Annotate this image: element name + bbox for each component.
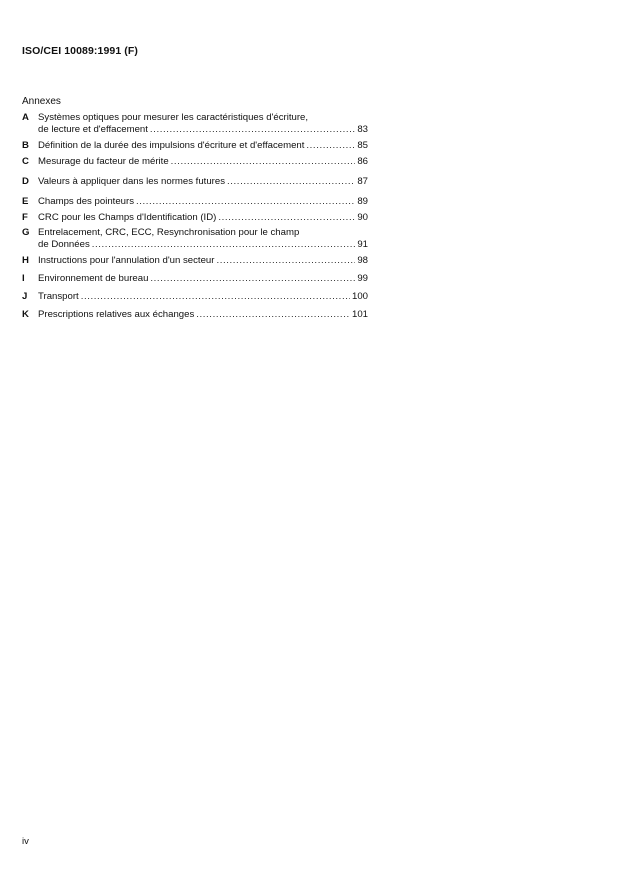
- toc-entry: [22, 112, 368, 136]
- toc-entry: [22, 140, 368, 152]
- toc-entry-leader-line: [38, 239, 368, 251]
- toc-entry-title: Valeurs à appliquer dans les normes futures: [38, 176, 226, 187]
- toc-annex-letter: G: [22, 227, 30, 238]
- toc-entry: [22, 309, 368, 321]
- toc-entry-body: [38, 156, 368, 168]
- toc-annex-letter: D: [22, 176, 29, 187]
- toc-entry: [22, 273, 368, 285]
- toc-entry: [22, 212, 368, 224]
- toc-annex-letter: A: [22, 112, 29, 123]
- toc-annex-letter: C: [22, 156, 29, 167]
- toc-page-number: 87: [357, 176, 368, 187]
- toc-entry-leader-line: [38, 176, 368, 188]
- toc-entry-body: [38, 112, 368, 136]
- toc-entry: [22, 196, 368, 208]
- toc-entry-title: Mesurage du facteur de mérite: [38, 156, 169, 167]
- toc-entry-body: [38, 212, 368, 224]
- toc-entry-title: Environnement de bureau: [38, 273, 149, 284]
- toc-entry-leader-line: [38, 309, 368, 321]
- annexes-heading: Annexes: [22, 96, 61, 107]
- toc-page-number: 85: [357, 140, 368, 151]
- toc-entry-title: de Données: [38, 239, 90, 250]
- table-of-contents: [22, 112, 368, 321]
- toc-entry: [22, 156, 368, 168]
- toc-dot-leader: [227, 176, 355, 188]
- toc-annex-letter: F: [22, 212, 28, 223]
- toc-annex-letter: E: [22, 196, 29, 207]
- toc-entry-body: [38, 309, 368, 321]
- toc-entry-title: CRC pour les Champs d'Identification (ID): [38, 212, 217, 223]
- toc-dot-leader: [196, 309, 350, 321]
- toc-entry-title: de lecture et d'effacement: [38, 124, 148, 135]
- toc-entry-leader-line: [38, 140, 368, 152]
- toc-entry: [22, 255, 368, 267]
- toc-page-number: 101: [351, 309, 368, 320]
- toc-entry-leader-line: [38, 196, 368, 208]
- toc-entry-leader-line: [38, 273, 368, 285]
- toc-annex-letter: B: [22, 140, 29, 151]
- toc-entry-body: [38, 273, 368, 285]
- toc-page-number: 89: [357, 196, 368, 207]
- toc-entry-leader-line: [38, 212, 368, 224]
- toc-annex-letter: H: [22, 255, 29, 266]
- toc-entry: [22, 176, 368, 188]
- toc-page-number: 90: [357, 212, 368, 223]
- toc-dot-leader: [171, 156, 356, 168]
- toc-entry-body: [38, 291, 368, 303]
- toc-entry-title: Instructions pour l'annulation d'un secteur: [38, 255, 215, 266]
- toc-dot-leader: [218, 212, 355, 224]
- toc-entry-title-line: Entrelacement, CRC, ECC, Resynchronisation pour le champ: [38, 227, 300, 238]
- toc-page-number: 99: [357, 273, 368, 284]
- toc-annex-letter: J: [22, 291, 28, 302]
- toc-page-number: 100: [351, 291, 368, 302]
- toc-dot-leader: [81, 291, 350, 303]
- toc-dot-leader: [92, 239, 356, 251]
- toc-dot-leader: [306, 140, 355, 152]
- page-number: iv: [22, 836, 29, 847]
- toc-entry-leader-line: [38, 291, 368, 303]
- toc-entry-body: [38, 140, 368, 152]
- toc-annex-letter: I: [22, 273, 25, 284]
- toc-page-number: 83: [357, 124, 368, 135]
- toc-entry-leader-line: [38, 156, 368, 168]
- toc-entry-title: Définition de la durée des impulsions d'écriture et d'effacement: [38, 140, 305, 151]
- toc-dot-leader: [216, 255, 355, 267]
- toc-entry-title: Champs des pointeurs: [38, 196, 134, 207]
- toc-entry: [22, 227, 368, 251]
- toc-entry-body: [38, 196, 368, 208]
- toc-entry-title: Prescriptions relatives aux échanges: [38, 309, 195, 320]
- toc-entry-body: [38, 255, 368, 267]
- toc-entry-leader-line: [38, 124, 368, 136]
- toc-entry-body: [38, 176, 368, 188]
- toc-dot-leader: [136, 196, 355, 208]
- toc-page-number: 91: [357, 239, 368, 250]
- toc-entry-leader-line: [38, 255, 368, 267]
- toc-dot-leader: [150, 124, 355, 136]
- toc-entry-title: Transport: [38, 291, 79, 302]
- toc-dot-leader: [150, 273, 355, 285]
- document-header: ISO/CEI 10089:1991 (F): [22, 45, 139, 57]
- toc-annex-letter: K: [22, 309, 29, 320]
- toc-entry: [22, 291, 368, 303]
- toc-entry-title-line: Systèmes optiques pour mesurer les caractéristiques d'écriture,: [38, 112, 309, 123]
- toc-page-number: 98: [357, 255, 368, 266]
- toc-page-number: 86: [357, 156, 368, 167]
- toc-entry-body: [38, 227, 368, 251]
